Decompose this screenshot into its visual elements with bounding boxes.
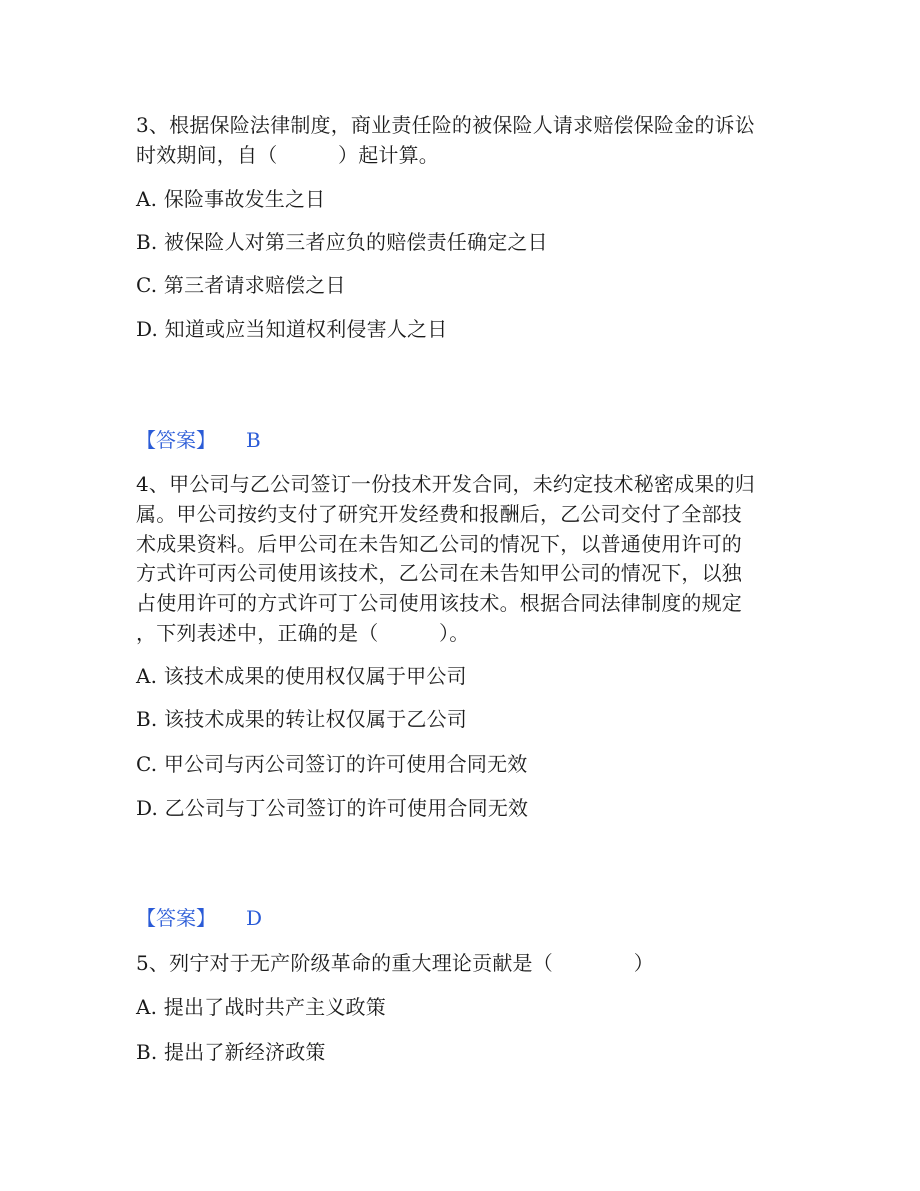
question-4-answer [136, 906, 262, 930]
question-3-answer [136, 428, 261, 452]
question-3-option-a: A. 保险事故发生之日 [136, 187, 326, 211]
question-3-option-d: D. 知道或应当知道权利侵害人之日 [136, 317, 448, 341]
question-3-line-1: 3、根据保险法律制度，商业责任险的被保险人请求赔偿保险金的诉讼 [136, 113, 755, 137]
question-5-option-b: B. 提出了新经济政策 [136, 1040, 326, 1064]
question-4-option-a: A. 该技术成果的使用权仅属于甲公司 [136, 664, 467, 688]
answer-tag: 【答案】 [136, 906, 216, 930]
question-5-line-1: 5、列宁对于无产阶级革命的重大理论贡献是（ ） [136, 951, 654, 975]
question-4-line-3: 术成果资料。后甲公司在未告知乙公司的情况下，以普通使用许可的 [136, 532, 742, 556]
question-4-line-2: 属。甲公司按约支付了研究开发经费和报酬后，乙公司交付了全部技 [136, 502, 742, 526]
question-5-option-a: A. 提出了战时共产主义政策 [136, 995, 386, 1019]
question-3-option-c: C. 第三者请求赔偿之日 [136, 273, 346, 297]
answer-value: B [246, 428, 261, 452]
question-4-line-4: 方式许可丙公司使用该技术，乙公司在未告知甲公司的情况下，以独 [136, 561, 742, 585]
question-4-line-1: 4、甲公司与乙公司签订一份技术开发合同，未约定技术秘密成果的归 [136, 472, 755, 496]
answer-tag: 【答案】 [136, 428, 216, 452]
question-4-option-b: B. 该技术成果的转让权仅属于乙公司 [136, 707, 468, 731]
question-4-option-d: D. 乙公司与丁公司签订的许可使用合同无效 [136, 796, 529, 820]
question-4-option-c: C. 甲公司与丙公司签订的许可使用合同无效 [136, 752, 528, 776]
question-3-option-b: B. 被保险人对第三者应负的赔偿责任确定之日 [136, 230, 548, 254]
question-4-line-6: ，下列表述中，正确的是（ ）。 [136, 621, 470, 645]
answer-value: D [246, 906, 263, 930]
question-4-line-5: 占使用许可的方式许可丁公司使用该技术。根据合同法律制度的规定 [136, 591, 742, 615]
question-3-line-2: 时效期间，自（ ）起计算。 [136, 143, 439, 167]
